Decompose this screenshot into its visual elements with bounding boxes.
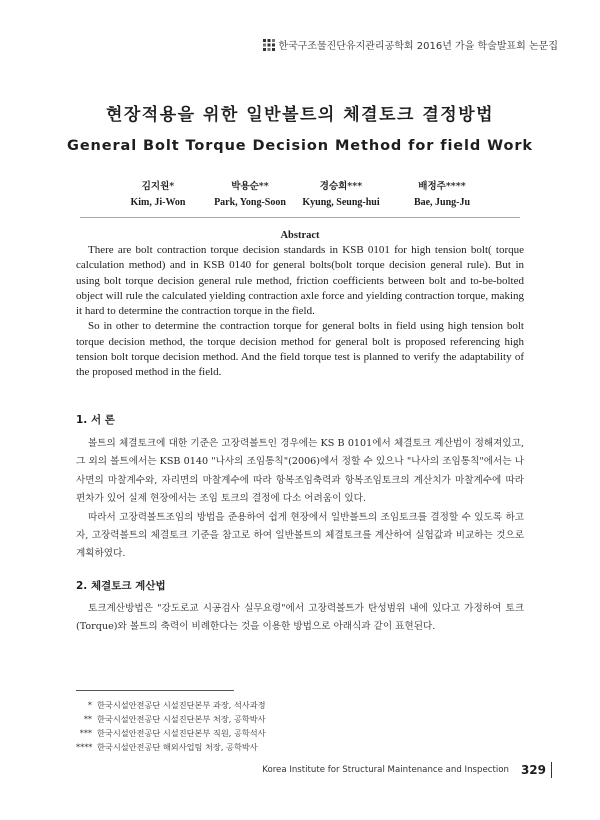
section-heading: 2. 체결토크 계산법 [76,580,166,592]
footnote [76,712,266,726]
abstract-body [76,243,524,381]
running-header [263,37,558,52]
footnote [76,726,266,740]
author-name-english: Kim, Ji-Won [130,197,186,208]
section-paragraph: 볼트의 체결토크에 대한 기준은 고장력볼트인 경우에는 KS B 0101에서 체결토크 계산법이 정해져있고, 그 외의 볼트에서는 KSB 0140 "나사의 조임통칙"(2006)에서 정할 수 있으나 "나사의 조임통칙"에서는 나사면의 마찰계수와, 자리면의 마찰계수에 따라 항복조임축력과 항복조임토크의 계산치가 마찰계수에 따라 편차가 있어 실제 현장에서는 조임 토크의 결정에 다소 어려움이 있다. [76,438,524,505]
section-paragraph: 따라서 고장력볼트조임의 방법을 준용하여 쉽게 현장에서 일반볼트의 조임토크를 결정할 수 있도록 하고자, 고장력볼트의 체결토크 기준을 참고로 하여 일반볼트의 체결토크를 계산하여 실험값과 비교하는 것으로 계획하였다. [76,511,524,560]
footnote-mark: ** [83,714,92,724]
footnote-text: 한국시설안전공단 시설진단본부 과장, 석사과정 [97,700,266,710]
section-heading: 1. 서 론 [76,414,115,426]
society-logo-icon [263,39,275,51]
section-torque-calculation [76,578,524,637]
footnote [76,740,266,754]
footnote-text: 한국시설안전공단 시설진단본부 직원, 공학석사 [97,728,266,738]
author-name-english: Park, Yong-Soon [214,197,286,208]
footnote-divider [76,690,234,691]
footnote [76,698,266,712]
author-name-korean: 김지원* [141,181,175,192]
paper-title-english: General Bolt Torque Decision Method for field Work [67,138,533,154]
conference-name: 한국구조물진단유지관리공학회 2016년 가을 학술발표회 논문집 [278,41,558,52]
footnote-mark: * [87,700,92,710]
page-number: 329 [520,763,546,777]
paper-title-korean: 현장적용을 위한 일반볼트의 체결토크 결정방법 [105,105,495,125]
author-name-korean: 경승희*** [319,181,363,192]
section-body [76,435,524,564]
page-footer [262,762,552,778]
title-divider [80,217,520,218]
author-4 [372,178,512,208]
section-paragraph: 토크계산방법은 "강도로교 시공검사 실무요령"에서 고장력볼트가 탄성범위 내에 있다고 가정하여 토크(Torque)와 볼트의 축력이 비례한다는 것을 이용한 방법으로 아래식과 같이 표현된다. [76,603,524,633]
author-name-english: Kyung, Seung-hui [302,197,380,208]
footnote-text: 한국시설안전공단 시설진단본부 처장, 공학박사 [97,714,266,724]
author-name-korean: 박용순** [231,181,269,192]
footer-institute: Korea Institute for Structural Maintenance and Inspection [262,765,509,775]
footnote-text: 한국시설안전공단 해외사업팀 처장, 공학박사 [97,742,258,752]
section-introduction [76,412,524,564]
footnotes [76,698,266,754]
section-body [76,600,524,637]
abstract-heading: Abstract [280,230,320,241]
footer-bar [551,762,552,778]
abstract-paragraph: There are bolt contraction torque decision standards in KSB 0101 for high tension bolt( torque calculation method) and in KSB 0140 for general bolts(bolt torque decision general rule). But in using bolt torque decision general rule method, friction coefficients between bolt and to-be-bolted object will rule the calculated yielding contraction axle force and yielding contraction torque, making it hard to determine the contraction torque in the field. [76,244,524,318]
footnote-mark: *** [79,728,92,738]
author-name-english: Bae, Jung-Ju [413,197,471,208]
abstract-paragraph: So in other to determine the contraction torque for general bolts in field using high tension bolt torque decision method, the torque decision method for general bolt is proposed referencing high tension bolt torque decision method. And the field torque test is planned to verify the adaptability of the proposed method in the field. [76,320,524,379]
author-name-korean: 배정주**** [418,181,466,192]
footnote-mark: **** [76,742,93,752]
